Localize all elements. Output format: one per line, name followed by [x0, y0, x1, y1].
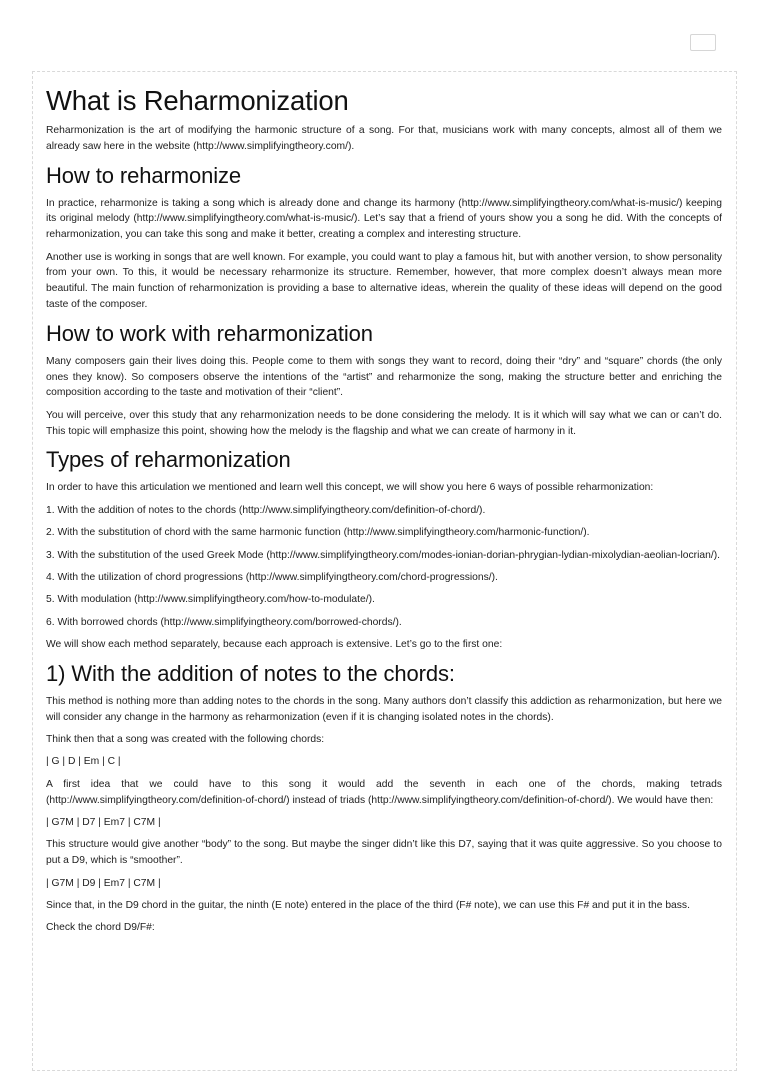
paragraph: Since that, in the D9 chord in the guitar, the ninth (E note) entered in the place of the third (F# note), we can use this F# and put it in the bass. — [46, 900, 690, 911]
paragraph: A first idea that we could have to this song it would add the seventh in each one of the chords, making tetrads (http://www.simplifyingtheory.com/definition-of-chord/) instead of triads (http://www.simplifyingtheory.com/definition-of-chord/). We would have then: — [46, 778, 722, 806]
section-heading-how-to-work: How to work with reharmonization — [46, 320, 373, 346]
list-item: 1. With the addition of notes to the chords (http://www.simplifyingtheory.com/definition-of-chord/). — [46, 504, 486, 516]
list-item: 4. With the utilization of chord progressions (http://www.simplifyingtheory.com/chord-progressions/). — [46, 571, 498, 583]
page-toggle-box[interactable] — [690, 34, 716, 51]
chord-progression: | G | D | Em | C | — [46, 756, 121, 768]
intro-paragraph: Reharmonization is the art of modifying the harmonic structure of a song. For that, musicians work with many concepts, almost all of them we already saw here in the website (http://www.simplifyingtheory.com/). — [46, 125, 722, 152]
paragraph: We will show each method separately, because each approach is extensive. Let’s go to the first one: — [46, 639, 503, 651]
chord-progression: | G7M | D9 | Em7 | C7M | — [46, 877, 161, 889]
paragraph: Think then that a song was created with the following chords: — [46, 734, 325, 746]
paragraph: Check the chord D9/F#: — [46, 922, 155, 934]
list-item: 6. With borrowed chords (http://www.simplifyingtheory.com/borrowed-chords/). — [46, 616, 402, 628]
paragraph: This structure would give another “body” to the song. But maybe the singer didn’t like this D7, saying that it was quite aggressive. So you choose to put a D9, which is “smoother”. — [46, 839, 722, 867]
paragraph: Another use is working in songs that are well known. For example, you could want to play a famous hit, but with another version, to show personality from your own. To this, it would be necessary reharmonize its structure. Remember, however, that more complex doesn’t always mean more beautiful. The main function of reharmonization is providing a base to alternative ideas, wherein the quality of these ideas will depend on the good taste of the composer. — [46, 251, 722, 310]
paragraph: In order to have this articulation we mentioned and learn well this concept, we will show you here 6 ways of possible reharmonization: — [46, 482, 654, 494]
section-heading-addition-of-notes: 1) With the addition of notes to the chords: — [46, 660, 455, 686]
list-item: 3. With the substitution of the used Greek Mode (http://www.simplifyingtheory.com/modes-ionian-dorian-phrygian-lydian-mixolydian-aeolian-locrian/). — [46, 549, 720, 561]
section-heading-types: Types of reharmonization — [46, 447, 291, 473]
page-title: What is Reharmonization — [46, 85, 349, 116]
document-page — [32, 71, 737, 1071]
paragraph: This method is nothing more than adding notes to the chords in the song. Many authors don’t classify this addiction as reharmonization, but here we will consider any change in the harmony as reharmonization (even if it is changing isolated notes in the chords). — [46, 695, 722, 723]
chord-progression: | G7M | D7 | Em7 | C7M | — [46, 817, 161, 829]
paragraph: Many composers gain their lives doing this. People come to them with songs they want to record, doing their “dry” and “square” chords (the only ones they know). So composers observe the intentions of the “artist” and reharmonize the song, making the structure better and enriching the composition according to the taste and motivation of their “client”. — [46, 355, 722, 399]
paragraph: In practice, reharmonize is taking a song which is already done and change its harmony (http://www.simplifyingtheory.com/what-is-music/) keeping its original melody (http://www.simplifyingtheory.com/what-is-music/). Let’s say that a friend of yours show you a song he did. With the concepts of reharmonization, you can take this song and make it better, creating a complex and interesting structure. — [46, 197, 722, 241]
list-item: 2. With the substitution of chord with the same harmonic function (http://www.simplifyingtheory.com/harmonic-function/). — [46, 527, 590, 539]
section-heading-how-to-reharmonize: How to reharmonize — [46, 162, 242, 188]
paragraph: You will perceive, over this study that any reharmonization needs to be done considering the melody. It is it which will say what we can or can’t do. This topic will emphasize this point, showing how the melody is the flagship and what we can create of harmony in it. — [46, 409, 722, 437]
list-item: 5. With modulation (http://www.simplifyingtheory.com/how-to-modulate/). — [46, 594, 375, 606]
